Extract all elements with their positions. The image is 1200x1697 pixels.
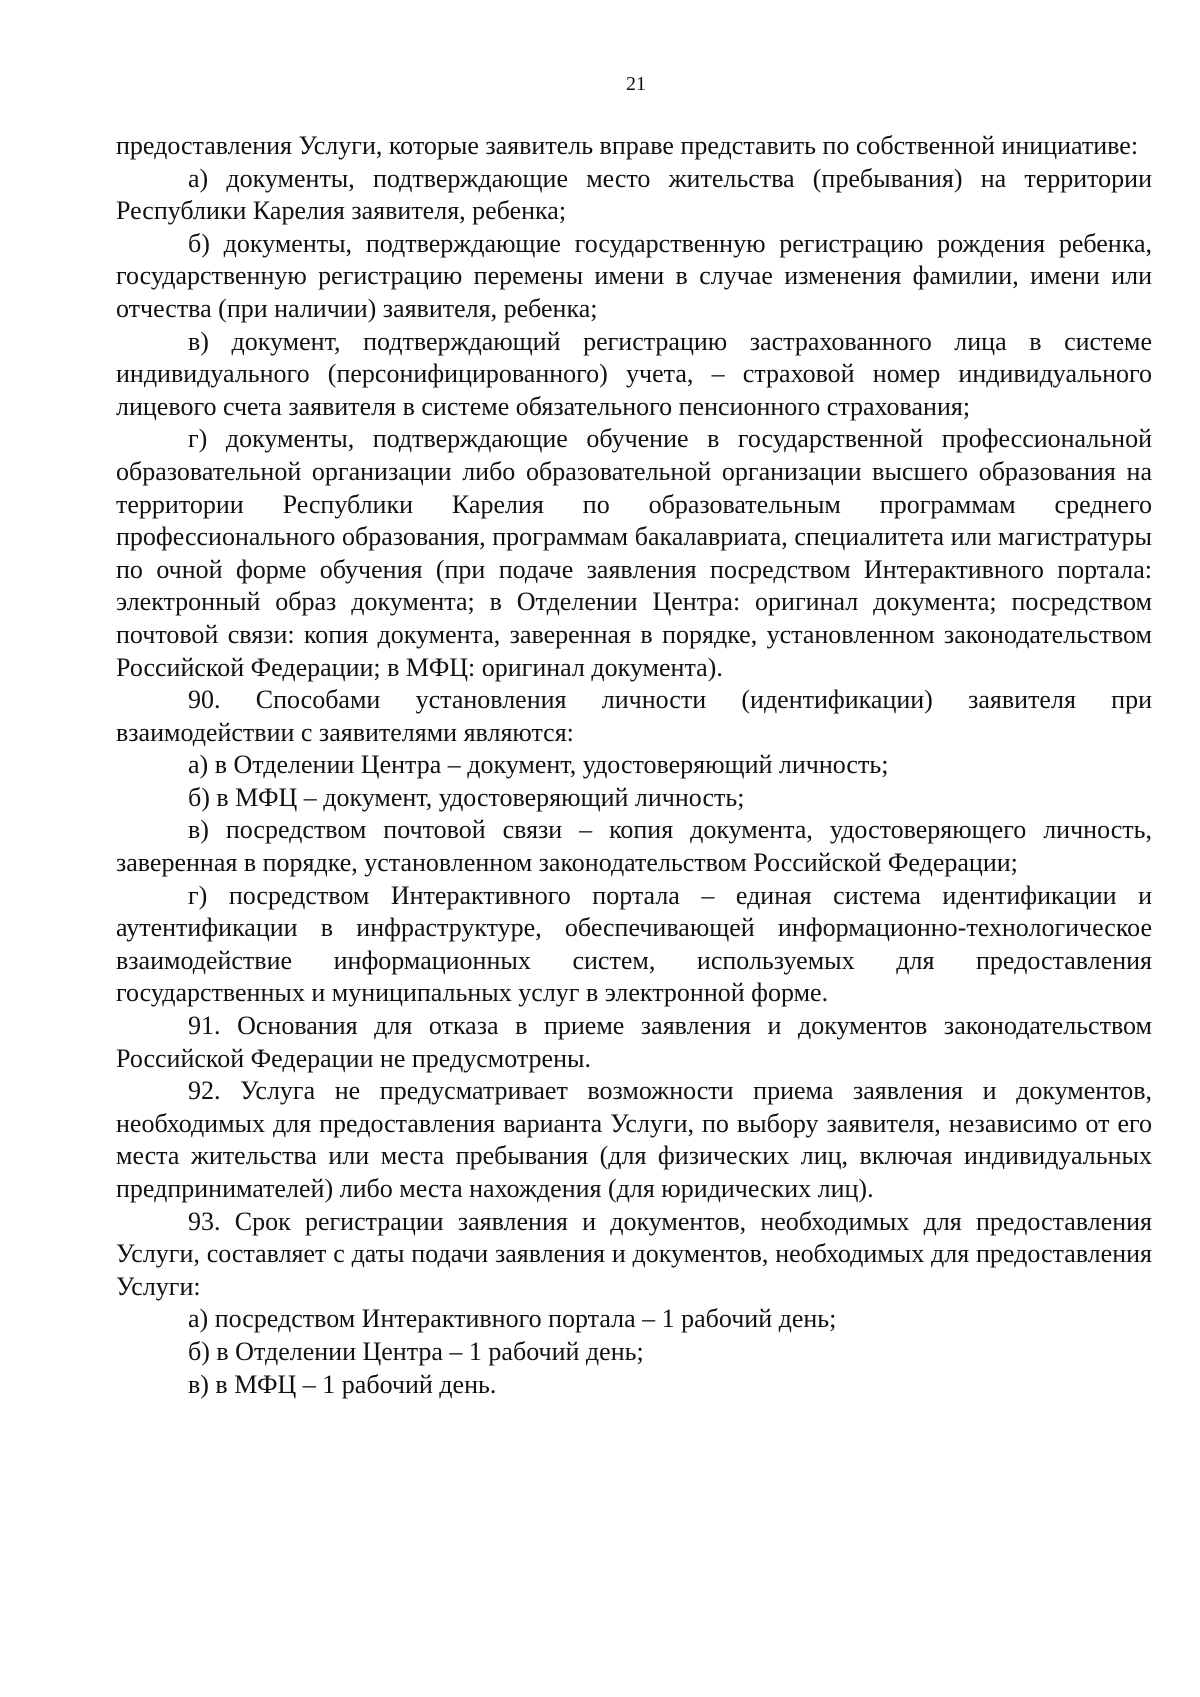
clause-93-registration-period: 93. Срок регистрации заявления и документов, необходимых для предоставления Услуги, составляет с даты подачи заявления и документов, необходимых для предоставления Услуги: [116, 1206, 1152, 1301]
list-item-g-education-documents: г) документы, подтверждающие обучение в государственной профессиональной образовательной организации либо образовательной организации высшего образования на территории Республики Карелия по образовательным программам среднего профессионального образования, программам бакалавриата, специалитета или магистратуры по очной форме обучения (при подаче заявления посредством Интерактивного портала: электронный образ документа; в Отделении Центра: оригинал документа; посредством почтовой связи: копия документа, заверенная в порядке, установленном законодательством Российской Федерации; в МФЦ: оригинал документа). [116, 424, 1152, 682]
list-item-b-birth-registration-documents: б) документы, подтверждающие государственную регистрацию рождения ребенка, государственную регистрацию перемены имени в случае изменения фамилии, имени или отчества (при наличии) заявителя, ребенка; [116, 228, 1152, 323]
clause-90-item-b: б) в МФЦ – документ, удостоверяющий личность; [188, 782, 745, 812]
clause-90-item-g: г) посредством Интерактивного портала – единая система идентификации и аутентификации в инфраструктуре, обеспечивающей информационно-технологическое взаимодействие информационных систем, используемых для предоставления государственных и муниципальных услуг в электронной форме. [116, 880, 1152, 1008]
clause-90-identification-methods: 90. Способами установления личности (идентификации) заявителя при взаимодействии с заявителями являются: [116, 685, 1152, 747]
document-body [116, 130, 1152, 1401]
clause-92-extraterritorial-principle: 92. Услуга не предусматривает возможности приема заявления и документов, необходимых для предоставления варианта Услуги, по выбору заявителя, независимо от его места жительства или места пребывания (для физических лиц, включая индивидуальных предпринимателей) либо места нахождения (для юридических лиц). [116, 1076, 1152, 1203]
list-item-v-insurance-registration-document: в) документ, подтверждающий регистрацию застрахованного лица в системе индивидуального (персонифицированного) учета, – страховой номер индивидуального лицевого счета заявителя в системе обязательного пенсионного страхования; [116, 326, 1152, 421]
document-page [116, 72, 1152, 1401]
list-item-a-residence-documents: а) документы, подтверждающие место жительства (пребывания) на территории Республики Карелия заявителя, ребенка; [116, 163, 1152, 226]
paragraph-continuation: предоставления Услуги, которые заявитель вправе представить по собственной инициативе: [116, 131, 1139, 160]
clause-90-item-a: а) в Отделении Центра – документ, удостоверяющий личность; [188, 750, 889, 780]
clause-90-item-v: в) посредством почтовой связи – копия документа, удостоверяющего личность, заверенная в порядке, установленном законодательством Российской Федерации; [116, 815, 1152, 878]
clause-93-item-a: а) посредством Интерактивного портала – 1 рабочий день; [188, 1304, 837, 1334]
page-number: 21 [626, 73, 646, 95]
clause-91-refusal-grounds: 91. Основания для отказа в приеме заявления и документов законодательством Российской Федерации не предусмотрены. [116, 1011, 1152, 1073]
clause-93-item-b: б) в Отделении Центра – 1 рабочий день; [188, 1336, 644, 1366]
clause-93-item-v: в) в МФЦ – 1 рабочий день. [188, 1369, 497, 1399]
